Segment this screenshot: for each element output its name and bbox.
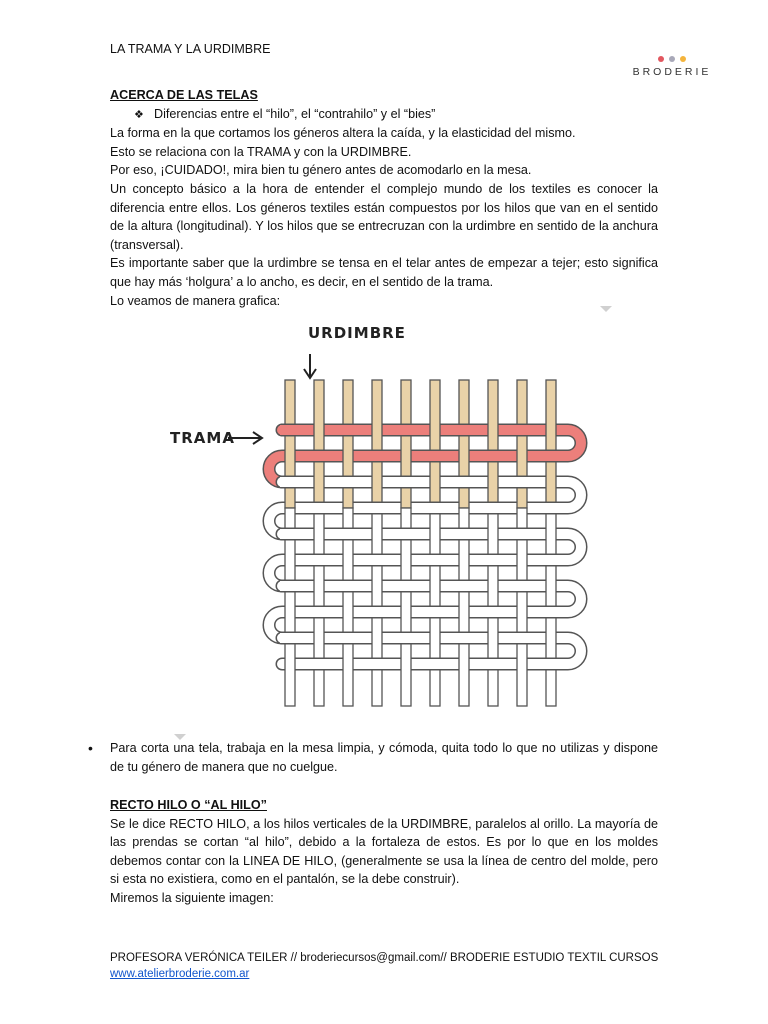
weft-over: [367, 607, 387, 617]
weft-over: [425, 607, 445, 617]
warp-thread: [430, 380, 440, 508]
weave-illustration: [160, 318, 590, 718]
logo-dot-yellow: [680, 56, 686, 62]
warp-thread: [459, 380, 469, 508]
weave-svg: [160, 318, 590, 718]
section-title: RECTO HILO O “AL HILO”: [110, 798, 267, 812]
document-header: LA TRAMA Y LA URDIMBRE: [110, 42, 271, 56]
weft-over: [309, 659, 329, 669]
weft-over: [541, 659, 561, 669]
paragraph: La forma en la que cortamos los géneros altera la caída, y la elasticidad del mismo.: [110, 126, 576, 141]
weft-over: [367, 555, 387, 565]
document-footer: [110, 951, 670, 982]
website-link[interactable]: www.atelierbroderie.com.ar: [110, 967, 250, 980]
weft-over: [367, 451, 387, 461]
section-acerca-de-las-telas: [110, 86, 658, 310]
paragraph: Lo veamos de manera grafica:: [110, 293, 281, 308]
paragraph: Miremos la siguiente imagen:: [110, 890, 274, 905]
weft-over: [512, 425, 532, 435]
weft-over: [454, 425, 474, 435]
weft-over: [483, 451, 503, 461]
warp-thread: [488, 380, 498, 508]
logo-dot-red: [658, 56, 664, 62]
subtitle-text: Diferencias entre el “hilo”, el “contrahilo” y el “bies”: [154, 106, 436, 121]
warp-thread: [546, 380, 556, 508]
paragraph: Es importante saber que la urdimbre se tensa en el telar antes de empezar a tejer; esto significa que hay más ‘holgura’ a lo ancho, es decir, en el sentido de la trama.: [110, 256, 658, 289]
weft-over: [338, 581, 358, 591]
weft-over: [483, 607, 503, 617]
weft-over: [454, 633, 474, 643]
weft-over: [280, 633, 300, 643]
weft-over: [338, 529, 358, 539]
weft-over: [367, 659, 387, 669]
weft-over: [541, 451, 561, 461]
weft-over: [309, 555, 329, 565]
weft-over: [309, 503, 329, 513]
weft-over: [541, 503, 561, 513]
weft-over: [280, 529, 300, 539]
weft-over: [280, 425, 300, 435]
diamond-bullet-icon: ❖: [134, 108, 144, 121]
bullet-dot-icon: •: [88, 740, 93, 756]
weft-over: [541, 607, 561, 617]
weft-over: [367, 503, 387, 513]
paragraph: Se le dice RECTO HILO, a los hilos verticales de la URDIMBRE, paralelos al orillo. La mayoría de las prendas se cortan “al hilo”, debido a la fortaleza de estos. Es por lo que en los moldes debemos contar con la LINEA DE HILO, (generalmente se usa la línea de centro del molde, pero si esta no existiera, como en el pantalón, se la debe construir).: [110, 816, 658, 887]
warp-thread: [401, 380, 411, 508]
weft-over: [483, 555, 503, 565]
weft-over: [454, 581, 474, 591]
trama-label: TRAMA: [170, 429, 235, 447]
weft-over: [396, 529, 416, 539]
subtitle-line: [110, 105, 658, 125]
weft-over: [396, 477, 416, 487]
warp-thread: [343, 380, 353, 508]
paragraph: Por eso, ¡CUIDADO!, mira bien tu género antes de acomodarlo en la mesa.: [110, 163, 532, 178]
warp-thread: [372, 380, 382, 508]
weft-over: [425, 659, 445, 669]
weft-over: [309, 607, 329, 617]
weft-over: [280, 581, 300, 591]
weft-over: [396, 633, 416, 643]
logo-dot-gray: [669, 56, 675, 62]
warp-thread: [314, 380, 324, 508]
weft-over: [512, 633, 532, 643]
logo-text: BRODERIE: [632, 66, 712, 78]
weft-over: [454, 529, 474, 539]
weft-over: [512, 477, 532, 487]
bullet-text: Para corta una tela, trabaja en la mesa limpia, y cómoda, quita todo lo que no utilizas y dispone de tu género de manera que no cuelgue.: [110, 741, 658, 774]
section-title: ACERCA DE LAS TELAS: [110, 88, 258, 102]
logo-dots: [622, 56, 722, 62]
weft-over: [338, 633, 358, 643]
paragraph: Un concepto básico a la hora de entender el complejo mundo de los textiles es conocer la diferencia entre ellos. Los géneros textiles están compuestos por los hilos que van en el sentido de la altura (longitudinal). Y los hilos que se entrecruzan con la urdimbre en sentido de la anchura (transversal).: [110, 181, 658, 252]
warp-thread: [517, 380, 527, 508]
bullet-list: [88, 739, 658, 776]
weft-over: [454, 477, 474, 487]
weft-over: [309, 451, 329, 461]
weft-over: [425, 555, 445, 565]
list-item: [88, 739, 658, 776]
weft-over: [280, 477, 300, 487]
image-handle-icon: [600, 306, 612, 312]
footer-line: PROFESORA VERÓNICA TEILER // broderiecursos@gmail.com// BRODERIE ESTUDIO TEXTIL CURSOS: [110, 952, 659, 964]
weft-over: [338, 477, 358, 487]
paragraph: Esto se relaciona con la TRAMA y con la URDIMBRE.: [110, 144, 412, 159]
weft-over: [512, 529, 532, 539]
weft-over: [338, 425, 358, 435]
weft-over: [541, 555, 561, 565]
weft-over: [483, 503, 503, 513]
urdimbre-label: URDIMBRE: [308, 324, 406, 342]
weft-over: [425, 451, 445, 461]
weft-over: [396, 581, 416, 591]
weft-over: [425, 503, 445, 513]
weft-over: [396, 425, 416, 435]
weft-over: [512, 581, 532, 591]
section-recto-hilo: [110, 796, 658, 908]
broderie-logo: [622, 56, 722, 78]
warp-thread: [285, 380, 295, 508]
weft-over: [483, 659, 503, 669]
